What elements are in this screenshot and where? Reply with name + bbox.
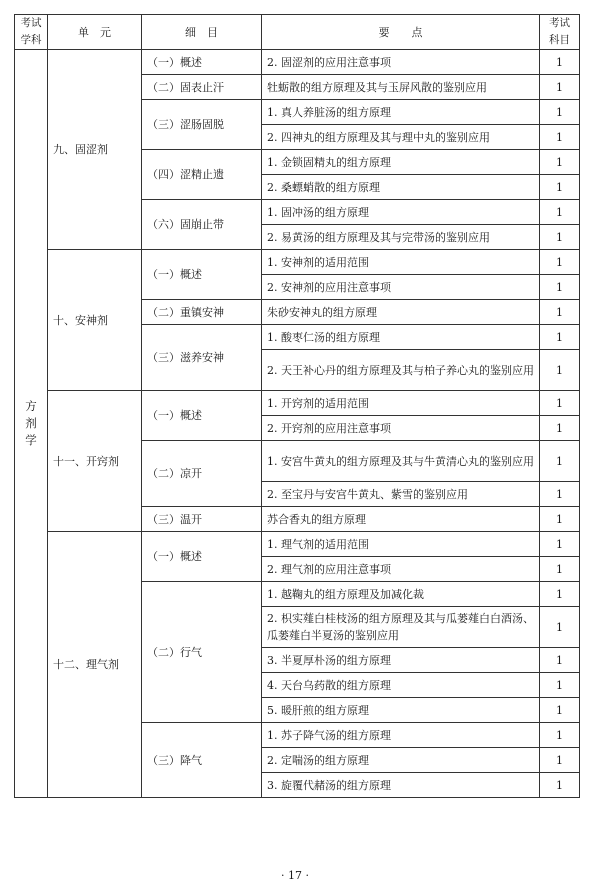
detail-cell: （三）温开 [142, 507, 262, 532]
point-cell: 2. 四神丸的组方原理及其与理中丸的鉴别应用 [262, 125, 540, 150]
level-cell: 1 [540, 532, 580, 557]
unit-cell: 十一、开窍剂 [48, 391, 142, 532]
syllabus-table [14, 14, 580, 798]
level-cell: 1 [540, 648, 580, 673]
point-cell: 朱砂安神丸的组方原理 [262, 300, 540, 325]
point-cell: 2. 开窍剂的应用注意事项 [262, 416, 540, 441]
point-cell: 2. 易黄汤的组方原理及其与完带汤的鉴别应用 [262, 225, 540, 250]
point-cell: 1. 真人养脏汤的组方原理 [262, 100, 540, 125]
level-cell: 1 [540, 482, 580, 507]
page-number: · 17 · [281, 869, 309, 882]
table-row [15, 250, 580, 275]
unit-cell: 十、安神剂 [48, 250, 142, 391]
table-body [15, 50, 580, 798]
level-cell: 1 [540, 416, 580, 441]
detail-cell: （三）滋养安神 [142, 325, 262, 391]
point-cell: 2. 桑螵蛸散的组方原理 [262, 175, 540, 200]
detail-cell: （二）固表止汗 [142, 75, 262, 100]
table-row [15, 50, 580, 75]
point-cell: 1. 安神剂的适用范围 [262, 250, 540, 275]
detail-cell: （六）固崩止带 [142, 200, 262, 250]
detail-cell: （一）概述 [142, 250, 262, 300]
detail-cell: （三）涩肠固脱 [142, 100, 262, 150]
point-cell: 2. 定喘汤的组方原理 [262, 748, 540, 773]
point-cell: 5. 暖肝煎的组方原理 [262, 698, 540, 723]
level-cell: 1 [540, 50, 580, 75]
level-cell: 1 [540, 200, 580, 225]
level-cell: 1 [540, 557, 580, 582]
level-cell: 1 [540, 391, 580, 416]
level-cell: 1 [540, 748, 580, 773]
level-cell: 1 [540, 225, 580, 250]
point-cell: 3. 旋覆代赭汤的组方原理 [262, 773, 540, 798]
level-cell: 1 [540, 75, 580, 100]
level-cell: 1 [540, 607, 580, 648]
detail-cell: （二）重镇安神 [142, 300, 262, 325]
point-cell: 2. 理气剂的应用注意事项 [262, 557, 540, 582]
point-cell: 4. 天台乌药散的组方原理 [262, 673, 540, 698]
level-cell: 1 [540, 350, 580, 391]
point-cell: 1. 开窍剂的适用范围 [262, 391, 540, 416]
level-cell: 1 [540, 773, 580, 798]
point-cell: 1. 越鞠丸的组方原理及加减化裁 [262, 582, 540, 607]
detail-cell: （一）概述 [142, 50, 262, 75]
point-cell: 牡蛎散的组方原理及其与玉屏风散的鉴别应用 [262, 75, 540, 100]
unit-cell: 十二、理气剂 [48, 532, 142, 798]
table-row [15, 391, 580, 416]
point-cell: 2. 天王补心丹的组方原理及其与柏子养心丸的鉴别应用 [262, 350, 540, 391]
table-row [15, 532, 580, 557]
point-cell: 1. 固冲汤的组方原理 [262, 200, 540, 225]
level-cell: 1 [540, 673, 580, 698]
level-cell: 1 [540, 275, 580, 300]
level-cell: 1 [540, 325, 580, 350]
detail-cell: （一）概述 [142, 391, 262, 441]
level-cell: 1 [540, 150, 580, 175]
level-cell: 1 [540, 100, 580, 125]
header-point: 要 点 [262, 15, 540, 50]
point-cell: 2. 固涩剂的应用注意事项 [262, 50, 540, 75]
header-unit: 单 元 [48, 15, 142, 50]
header-detail: 细 目 [142, 15, 262, 50]
level-cell: 1 [540, 441, 580, 482]
point-cell: 苏合香丸的组方原理 [262, 507, 540, 532]
unit-cell: 九、固涩剂 [48, 50, 142, 250]
level-cell: 1 [540, 125, 580, 150]
header-level: 考试科目 [540, 15, 580, 50]
point-cell: 3. 半夏厚朴汤的组方原理 [262, 648, 540, 673]
level-cell: 1 [540, 723, 580, 748]
point-cell: 1. 酸枣仁汤的组方原理 [262, 325, 540, 350]
level-cell: 1 [540, 250, 580, 275]
point-cell: 1. 安宫牛黄丸的组方原理及其与牛黄清心丸的鉴别应用 [262, 441, 540, 482]
level-cell: 1 [540, 175, 580, 200]
header-subject: 考试学科 [15, 15, 48, 50]
point-cell: 1. 金锁固精丸的组方原理 [262, 150, 540, 175]
level-cell: 1 [540, 300, 580, 325]
subject-cell: 方剂学 [15, 50, 48, 798]
point-cell: 2. 至宝丹与安宫牛黄丸、紫雪的鉴别应用 [262, 482, 540, 507]
table-header-row [15, 15, 580, 50]
detail-cell: （二）行气 [142, 582, 262, 723]
level-cell: 1 [540, 698, 580, 723]
detail-cell: （一）概述 [142, 532, 262, 582]
detail-cell: （三）降气 [142, 723, 262, 798]
point-cell: 2. 枳实薤白桂枝汤的组方原理及其与瓜蒌薤白白酒汤、瓜蒌薤白半夏汤的鉴别应用 [262, 607, 540, 648]
level-cell: 1 [540, 507, 580, 532]
point-cell: 2. 安神剂的应用注意事项 [262, 275, 540, 300]
point-cell: 1. 理气剂的适用范围 [262, 532, 540, 557]
level-cell: 1 [540, 582, 580, 607]
point-cell: 1. 苏子降气汤的组方原理 [262, 723, 540, 748]
detail-cell: （四）涩精止遗 [142, 150, 262, 200]
detail-cell: （二）凉开 [142, 441, 262, 507]
